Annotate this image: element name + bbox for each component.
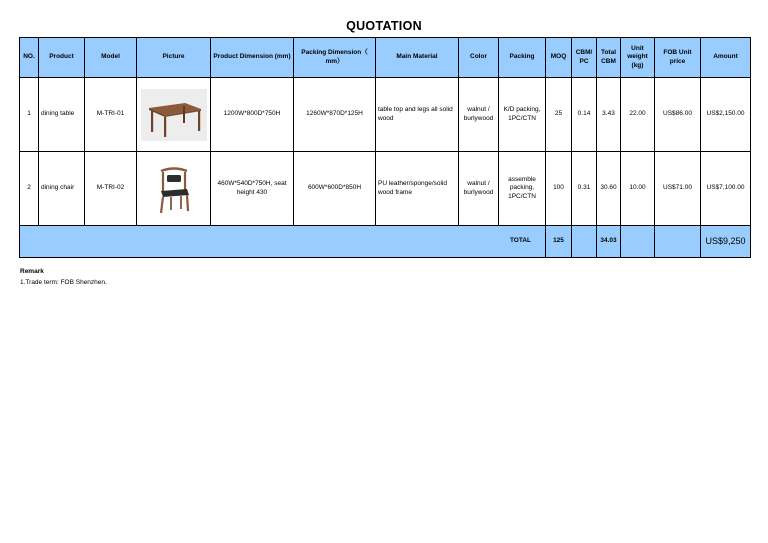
table-row (20, 152, 751, 226)
header-main-material: Main Material (376, 38, 459, 78)
cell-no: 2 (20, 152, 39, 226)
total-moq: 125 (546, 226, 572, 258)
cell-moq: 25 (546, 78, 572, 152)
cell-amount: US$2,150.00 (701, 78, 751, 152)
dining-table-image (141, 89, 207, 141)
header-product-dimension: Product Dimension (mm) (211, 38, 294, 78)
header-packing-dimension: Packing Dimension（ mm） (294, 38, 376, 78)
cell-total-cbm: 30.60 (597, 152, 621, 226)
cell-packing: K/D packing, 1PC/CTN (499, 78, 546, 152)
total-cbm: 34.03 (597, 226, 621, 258)
total-amount: US$9,250 (701, 226, 751, 258)
header-amount: Amount (701, 38, 751, 78)
remark-line: 1.Trade term: FOB Shenzhen. (20, 279, 107, 286)
header-picture: Picture (137, 38, 211, 78)
cell-color: walnut / burlywood (459, 78, 499, 152)
cell-packing-dimension: 1260W*870D*125H (294, 78, 376, 152)
header-no: NO. (20, 38, 39, 78)
cell-packing-dimension: 600W*600D*850H (294, 152, 376, 226)
cell-no: 1 (20, 78, 39, 152)
cell-total-cbm: 3.43 (597, 78, 621, 152)
cell-moq: 100 (546, 152, 572, 226)
cell-unit-weight: 22.00 (621, 78, 655, 152)
cell-product-dimension: 460W*540D*750H, seat height 430 (211, 152, 294, 226)
cell-main-material: PU leather/sponge/solid wood frame (376, 152, 459, 226)
header-moq: MOQ (546, 38, 572, 78)
cell-cbm-pc: 0.14 (572, 78, 597, 152)
header-fob-unit-price: FOB Unit price (655, 38, 701, 78)
header-cbm-pc: CBM/ PC (572, 38, 597, 78)
cell-unit-weight: 10.00 (621, 152, 655, 226)
dining-chair-image (141, 163, 207, 215)
cell-main-material: table top and legs all solid wood (376, 78, 459, 152)
total-row (20, 226, 751, 258)
header-unit-weight: Unit weight (kg) (621, 38, 655, 78)
total-price-empty (655, 226, 701, 258)
cell-model: M-TRI-01 (85, 78, 137, 152)
cell-fob-unit-price: US$86.00 (655, 78, 701, 152)
cell-picture (137, 78, 211, 152)
header-product: Product (39, 38, 85, 78)
total-cbm-pc-empty (572, 226, 597, 258)
header-model: Model (85, 38, 137, 78)
header-row (20, 38, 751, 78)
table-row (20, 78, 751, 152)
cell-fob-unit-price: US$71.00 (655, 152, 701, 226)
header-packing: Packing (499, 38, 546, 78)
cell-amount: US$7,100.00 (701, 152, 751, 226)
remark-title: Remark (20, 268, 44, 275)
document-title: QUOTATION (346, 19, 422, 33)
header-color: Color (459, 38, 499, 78)
header-total-cbm: Total CBM (597, 38, 621, 78)
cell-product: dining table (39, 78, 85, 152)
cell-model: M-TRI-02 (85, 152, 137, 226)
cell-packing: assemble packing, 1PC/CTN (499, 152, 546, 226)
cell-cbm-pc: 0.31 (572, 152, 597, 226)
cell-picture (137, 152, 211, 226)
cell-product-dimension: 1200W*800D*750H (211, 78, 294, 152)
total-weight-empty (621, 226, 655, 258)
cell-color: walnut / burlywood (459, 152, 499, 226)
quotation-table (19, 37, 751, 258)
total-label: TOTAL (20, 226, 546, 258)
cell-product: dining chair (39, 152, 85, 226)
